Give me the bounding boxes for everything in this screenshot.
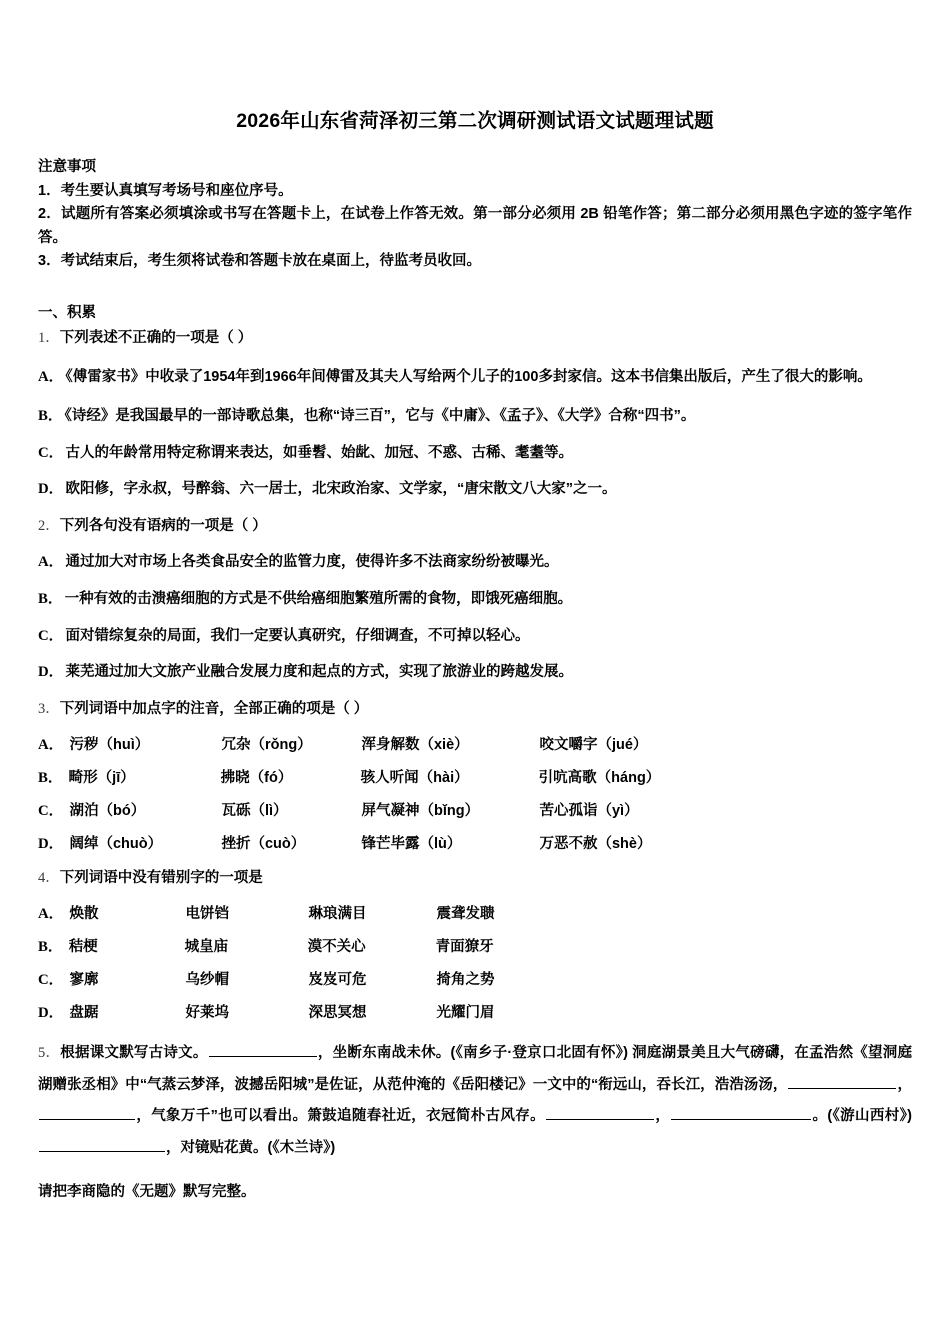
word-2: 乌纱帽 [185, 972, 229, 989]
option-text-d: 莱芜通过加大文旅产业融合发展力度和起点的方式，实现了旅游业的跨越发展。 [65, 664, 573, 681]
question-3-option-a[interactable] [38, 733, 912, 754]
pinyin-word-3: 锋芒毕露（lù） [361, 836, 462, 853]
word-4: 青面獠牙 [435, 939, 494, 956]
notice-item-3: 3．考试结束后，考生须将试卷和答题卡放在桌面上，待监考员收回。 [38, 253, 482, 270]
pinyin-word-3: 骇人听闻（hài） [360, 770, 469, 787]
question-1-option-a[interactable] [38, 363, 912, 392]
option-label-d: D． [38, 664, 64, 681]
question-2-number: 2． [38, 518, 60, 534]
question-5-body [38, 1038, 912, 1164]
question-2-option-a[interactable] [38, 551, 912, 575]
question-5-text-5: ， [654, 1108, 671, 1125]
question-1-number: 1． [38, 329, 60, 346]
word-2: 电饼铛 [185, 906, 229, 923]
option-text-a: 《傅雷家书》中收录了1954年到1966年间傅雷及其夫人写给两个儿子的100多封家信。这本书信集出版后，产生了很大的影响。 [65, 369, 872, 386]
page-title: 2026年山东省菏泽初三第二次调研测试语文试题理试题 [236, 110, 714, 132]
option-label-a: A． [38, 554, 64, 571]
option-text-d: 欧阳修，字永叔，号醉翁、六一居士，北宋政治家、文学家，“唐宋散文八大家”之一。 [65, 481, 617, 498]
option-text-c: 面对错综复杂的局面，我们一定要认真研究，仔细调查，不可掉以轻心。 [65, 627, 530, 644]
pinyin-word-2: 挫折（cuò） [221, 836, 306, 853]
question-1-stem [38, 327, 912, 350]
option-label-a: A． [38, 737, 64, 754]
word-1: 秸梗 [68, 939, 98, 956]
option-label-b: B． [38, 407, 63, 424]
question-1-stem-text: 下列表述不正确的一项是（ ） [59, 329, 253, 346]
option-label-c: C． [38, 627, 64, 644]
question-5-number: 5． [38, 1045, 61, 1062]
question-2-option-d[interactable] [38, 661, 912, 685]
option-label-d: D． [38, 836, 64, 853]
question-5-text-1: 根据课文默写古诗文。 [60, 1045, 208, 1062]
word-1: 寥廓 [69, 972, 99, 989]
question-5-text-6: 。(《游山西村》) [812, 1108, 913, 1125]
word-3: 岌岌可危 [308, 972, 367, 989]
option-text-b: 《诗经》是我国最早的一部诗歌总集，也称“诗三百”，它与《中庸》、《孟子》、《大学》合称“四书”。 [64, 407, 696, 424]
question-4-option-c[interactable] [38, 968, 912, 989]
pinyin-word-3: 屏气凝神（bǐng） [361, 803, 480, 820]
word-1: 焕散 [69, 906, 99, 923]
fill-blank-5[interactable] [671, 1106, 811, 1121]
word-4: 光耀门眉 [436, 1005, 495, 1022]
fill-blank-4[interactable] [546, 1106, 654, 1121]
question-5-text-7: ，对镜贴花黄。(《木兰诗》) [166, 1140, 336, 1157]
option-label-b: B． [38, 770, 63, 787]
pinyin-word-4: 引吭高歌（háng） [538, 770, 661, 787]
pinyin-word-2: 瓦砾（lì） [221, 803, 288, 820]
section-heading-accumulation: 一、积累 [38, 304, 96, 321]
question-1-option-b[interactable] [38, 405, 912, 429]
question-5-instruction: 请把李商隐的《无题》默写完整。 [38, 1183, 256, 1200]
word-2: 城皇庙 [184, 939, 229, 956]
question-4-option-b[interactable] [38, 935, 912, 956]
option-label-d: D． [38, 481, 64, 498]
option-text-c: 古人的年龄常用特定称谓来表达，如垂髫、始龀、加冠、不惑、古稀、耄耋等。 [65, 444, 573, 461]
fill-blank-2[interactable] [788, 1074, 896, 1089]
word-1: 盘踞 [69, 1005, 99, 1022]
pinyin-word-2: 冗杂（rǒng） [221, 737, 312, 754]
pinyin-word-1: 阔绰（chuò） [69, 836, 163, 853]
question-4-number: 4． [38, 870, 60, 887]
pinyin-word-1: 污秽（huì） [69, 737, 150, 754]
question-2-option-b[interactable] [38, 588, 912, 612]
option-label-b: B． [38, 590, 63, 607]
option-text-a: 通过加大对市场上各类食品安全的监管力度，使得许多不法商家纷纷被曝光。 [65, 554, 559, 571]
pinyin-word-1: 畸形（jī） [68, 770, 135, 787]
option-label-c: C． [38, 803, 64, 820]
question-1-option-c[interactable] [38, 442, 912, 466]
question-5-text-4: ，气象万千”也可以看出。箫鼓追随春社近，衣冠简朴古风存。 [136, 1108, 545, 1125]
question-2-stem-text: 下列各句没有语病的一项是（ ） [59, 518, 267, 534]
option-label-c: C． [38, 972, 64, 989]
question-2-option-c[interactable] [38, 625, 912, 649]
pinyin-word-4: 咬文嚼字（jué） [539, 737, 648, 754]
question-5-text-3: ， [897, 1076, 913, 1093]
word-3: 深思冥想 [308, 1005, 367, 1022]
pinyin-word-1: 湖泊（bó） [69, 803, 146, 820]
option-label-c: C． [38, 444, 64, 461]
option-label-a: A． [38, 906, 64, 923]
question-4-stem-text: 下列词语中没有错别字的一项是 [59, 870, 263, 887]
question-5-text-2: ，坐断东南战未休。(《南乡子·登京口北固有怀》) 洞庭湖景美且大气磅礴，在孟浩然《望洞庭湖赠张丞相》中“气蒸云梦泽，波撼岳阳城”是佐证，从范仲淹的《岳阳楼记》一文中的“衔远山，吞长江，浩浩汤汤， [38, 1045, 912, 1093]
word-4: 震聋发聩 [436, 906, 495, 923]
option-text-b: 一种有效的击溃癌细胞的方式是不供给癌细胞繁殖所需的食物，即饿死癌细胞。 [64, 590, 573, 607]
question-3-option-b[interactable] [38, 766, 912, 787]
option-label-b: B． [38, 939, 63, 956]
notice-block [38, 156, 912, 273]
word-4: 掎角之势 [436, 972, 495, 989]
question-3-stem-text: 下列词语中加点字的注音，全部正确的项是（ ） [59, 700, 369, 717]
option-label-d: D． [38, 1005, 64, 1022]
option-label-a: A． [38, 369, 64, 386]
fill-blank-6[interactable] [39, 1137, 165, 1152]
word-2: 好莱坞 [185, 1005, 229, 1022]
fill-blank-3[interactable] [39, 1106, 135, 1121]
question-3-option-c[interactable] [38, 799, 912, 820]
pinyin-word-4: 苦心孤诣（yì） [539, 803, 639, 820]
question-3-stem [38, 698, 912, 721]
fill-blank-1[interactable] [209, 1042, 317, 1057]
question-2-stem [38, 515, 912, 538]
word-3: 漠不关心 [307, 939, 366, 956]
notice-item-2: 2．试题所有答案必须填涂或书写在答题卡上，在试卷上作答无效。第一部分必须用 2B 铅笔作答；第二部分必须用黑色字迹的签字笔作答。 [38, 206, 912, 246]
pinyin-word-4: 万恶不赦（shè） [539, 836, 652, 853]
notice-heading: 注意事项 [38, 159, 96, 176]
pinyin-word-2: 拂晓（fó） [220, 770, 293, 787]
question-3-option-d[interactable] [38, 832, 912, 853]
question-4-option-d[interactable] [38, 1001, 912, 1022]
notice-item-1: 1．考生要认真填写考场号和座位序号。 [38, 182, 293, 199]
question-4-stem [38, 867, 912, 890]
question-4-option-a[interactable] [38, 902, 912, 923]
question-1-option-d[interactable] [38, 478, 912, 502]
question-3-number: 3． [38, 700, 60, 717]
pinyin-word-3: 浑身解数（xiè） [361, 737, 469, 754]
word-3: 琳琅满目 [308, 906, 367, 923]
